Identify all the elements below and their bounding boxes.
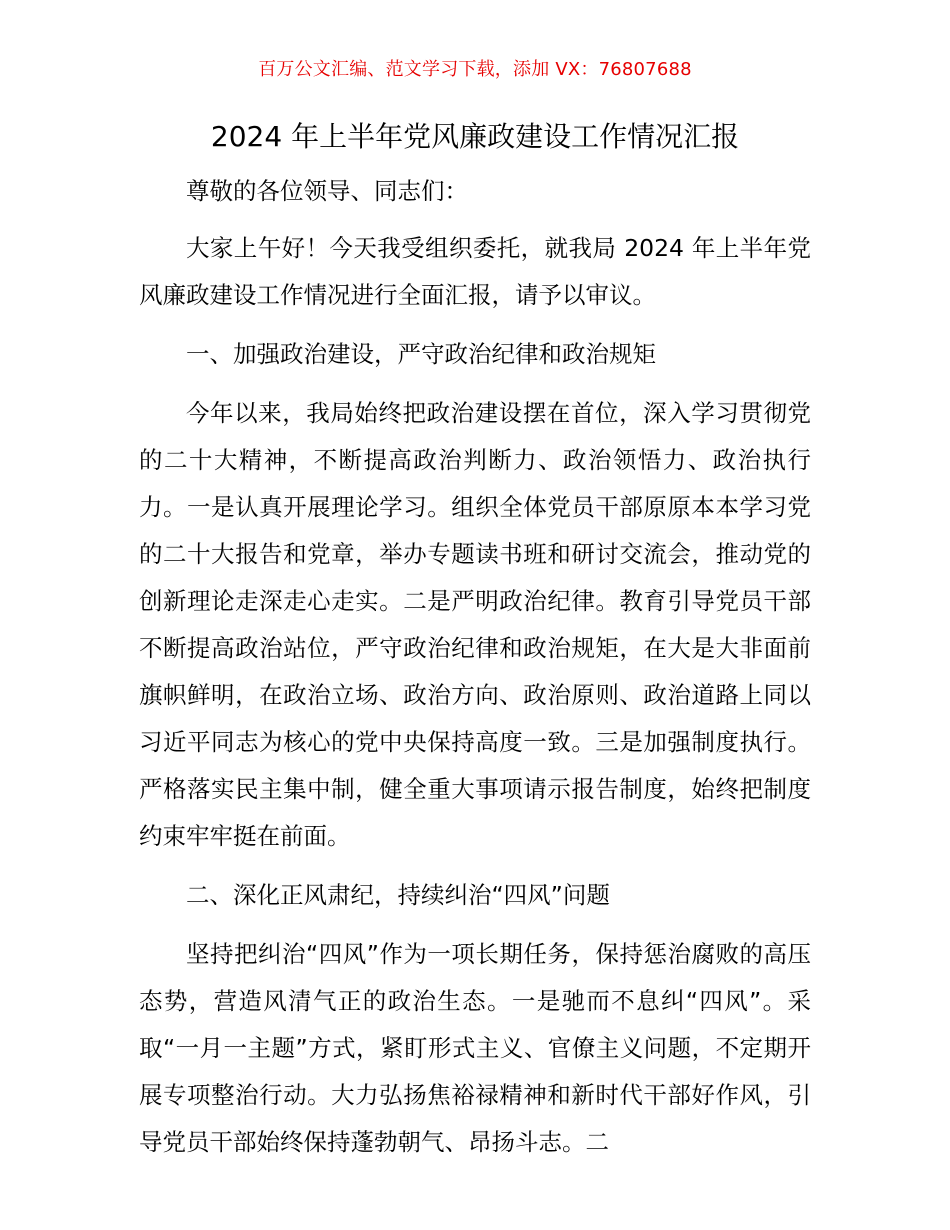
paragraph-section-1: 今年以来，我局始终把政治建设摆在首位，深入学习贯彻党的二十大精神，不断提高政治判断力、政治领悟力、政治执行力。一是认真开展理论学习。组织全体党员干部原原本本学习党的二十大报告和党章，举办专题读书班和研讨交流会，推动党的创新理论走深走心走实。二是严明政治纪律。教育引导党员干部不断提高政治站位，严守政治纪律和政治规矩，在大是大非面前旗帜鲜明，在政治立场、政治方向、政治原则、政治道路上同以习近平同志为核心的党中央保持高度一致。三是加强制度执行。严格落实民主集中制，健全重大事项请示报告制度，始终把制度约束牢牢挺在前面。 (139, 399, 811, 850)
document-body (139, 168, 811, 1178)
header-banner: 百万公文汇编、范文学习下载，添加 VX：76807688 (258, 59, 692, 80)
paragraph-section-2: 坚持把纠治“四风”作为一项长期任务，保持惩治腐败的高压态势，营造风清气正的政治生态。一是驰而不息纠“四风”。采取“一月一主题”方式，紧盯形式主义、官僚主义问题，不定期开展专项整治行动。大力弘扬焦裕禄精神和新时代干部好作风，引导党员干部始终保持蓬勃朝气、昂扬斗志。二 (139, 940, 811, 1156)
section-heading-2: 二、深化正风肃纪，持续纠治“四风”问题 (186, 881, 610, 909)
salutation: 尊敬的各位领导、同志们： (186, 177, 468, 205)
section-heading-1: 一、加强政治建设，严守政治纪律和政治规矩 (186, 340, 656, 368)
document-title: 2024 年上半年党风廉政建设工作情况汇报 (210, 120, 740, 153)
paragraph-intro: 大家上午好！今天我受组织委托，就我局 2024 年上半年党风廉政建设工作情况进行全面汇报，请予以审议。 (139, 234, 811, 309)
